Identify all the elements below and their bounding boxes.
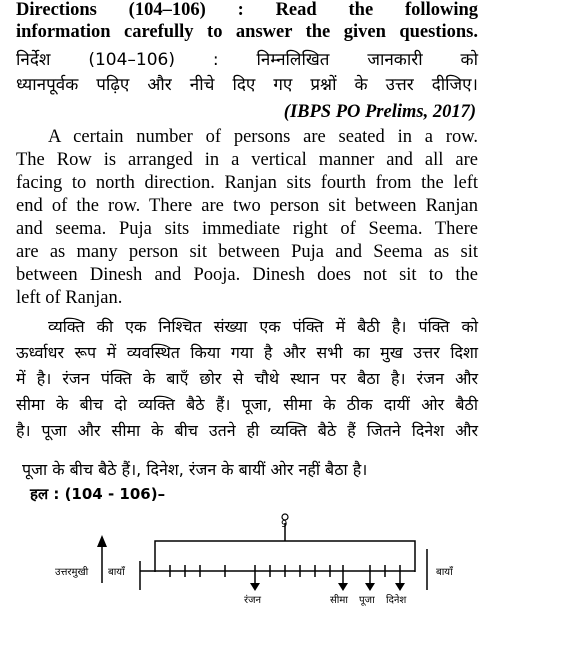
solution-heading: हल : (104 - 106)– — [30, 485, 166, 503]
name-ranjan: रंजन — [244, 595, 262, 606]
directions-hi-line2: ध्यानपूर्वक पढ़िए और नीचे दिए गए प्रश्नों के उत्तर दीजिए। — [16, 75, 478, 95]
passage-hi-line: में है। रंजन पंक्ति के बाएँ छोर से चौथे स्थान पर बैठा है। रंजन और — [16, 369, 478, 388]
north-arrow-head-icon — [97, 535, 107, 547]
name-puja: पूजा — [359, 595, 375, 606]
passage-hi-line: ऊर्ध्वाधर रूप में व्यवस्थित किया गया है और सभी का मुख उत्तर दिशा — [16, 343, 478, 362]
passage-en-line: and seema. Puja sits immediate right of Seema. There — [16, 219, 478, 239]
passage-en-line: facing to north direction. Ranjan sits fourth from the left — [16, 173, 478, 193]
directions-en-line2: information carefully to answer the given questions. — [16, 22, 478, 42]
ranjan-arrow-head-icon — [250, 583, 260, 591]
directions-en-line1: Directions (104–106) : Read the following — [16, 0, 478, 20]
passage-hi-line: सीमा के बीच दो व्यक्ति बैठे हैं। पूजा, सीमा के ठीक दायीं ओर बैठी — [16, 395, 478, 414]
passage-en-line: left of Ranjan. — [16, 288, 123, 308]
passage-hi-line: है। पूजा और सीमा के बीच उतने ही व्यक्ति बैठे हैं जितने दिनेश और — [16, 421, 478, 440]
north-label: उत्तरमुखी — [55, 567, 89, 578]
seating-diagram — [0, 505, 579, 615]
passage-hi-line: पूजा के बीच बैठे हैं।, दिनेश, रंजन के बायीं ओर नहीं बैठा है। — [22, 460, 368, 479]
passage-en-line: between Dinesh and Pooja. Dinesh does not sit to the — [16, 265, 478, 285]
source-citation: (IBPS PO Prelims, 2017) — [283, 102, 476, 122]
passage-hi-line: व्यक्ति की एक निश्चित संख्या एक पंक्ति में बैठी है। पंक्ति को — [48, 317, 478, 336]
dinesh-arrow-head-icon — [395, 583, 405, 591]
passage-en-line: end of the row. There are two person sit between Ranjan — [16, 196, 478, 216]
directions-hi-line1: निर्देश (104–106) : निम्नलिखित जानकारी को — [16, 50, 478, 70]
name-dinesh: दिनेश — [386, 595, 407, 606]
puja-arrow-head-icon — [365, 583, 375, 591]
left-label: बायाँ — [108, 567, 125, 578]
right-label: बायाँ — [436, 567, 453, 578]
passage-en-line: The Row is arranged in a vertical manner and all are — [16, 150, 478, 170]
name-seema: सीमा — [330, 595, 348, 606]
bracket-count: 9 — [281, 519, 288, 530]
seema-arrow-head-icon — [338, 583, 348, 591]
passage-en-line: are as many person sit between Puja and Seema as sit — [16, 242, 478, 262]
passage-en-line: A certain number of persons are seated in a row. — [48, 127, 478, 147]
